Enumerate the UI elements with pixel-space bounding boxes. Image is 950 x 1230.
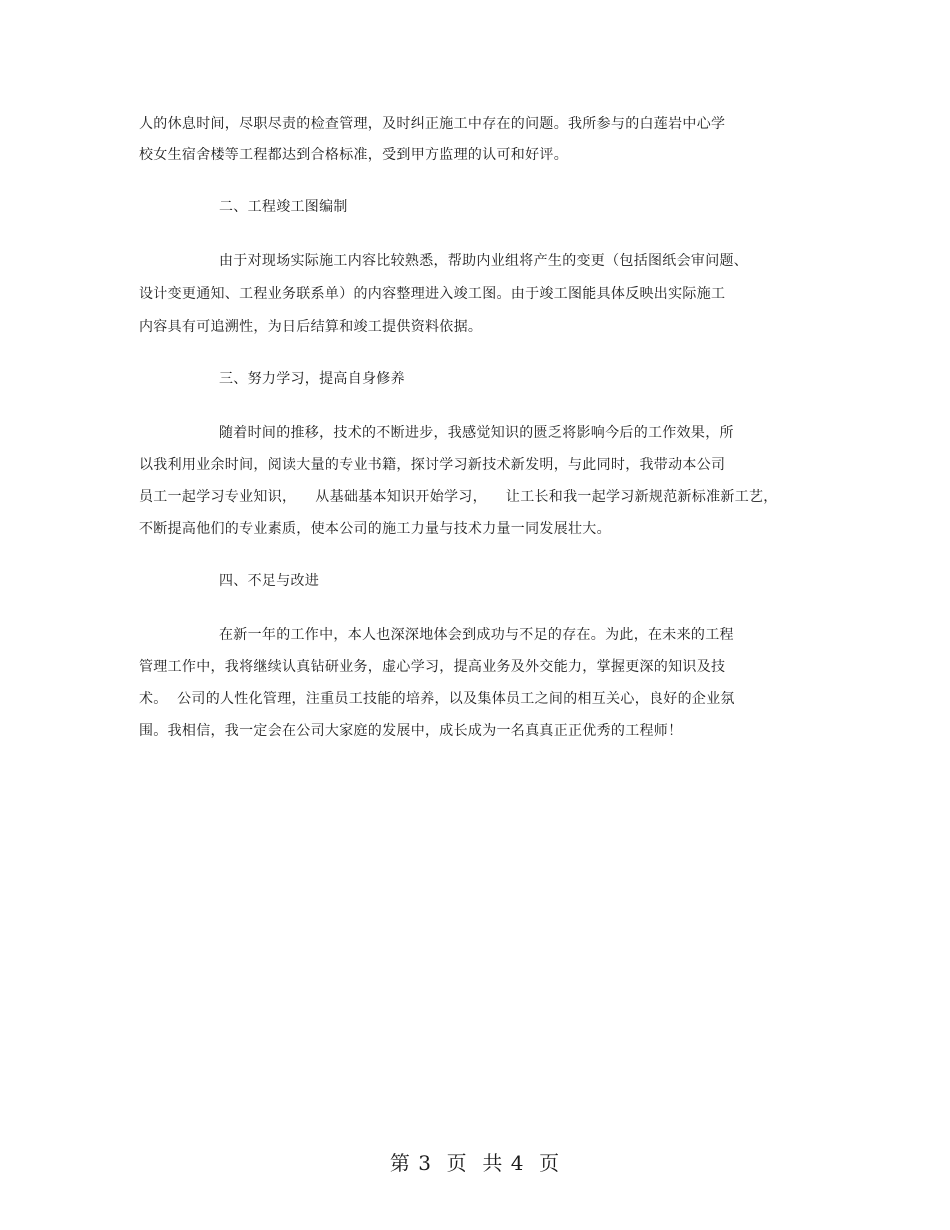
- paragraph-line: 管理工作中，我将继续认真钻研业务，虚心学习，提高业务及外交能力，掌握更深的知识及技: [139, 659, 726, 675]
- paragraph-line: 人的休息时间，尽职尽责的检查管理，及时纠正施工中存在的问题。我所参与的白莲岩中心学: [139, 116, 726, 132]
- page-number: 第 3 页 共 4 页: [389, 1151, 561, 1175]
- paragraph-line: 随着时间的推移，技术的不断进步，我感觉知识的匮乏将影响今后的工作效果，所: [219, 425, 734, 441]
- paragraph-line: 以我利用业余时间，阅读大量的专业书籍，探讨学习新技术新发明，与此同时，我带动本公司: [139, 457, 726, 473]
- paragraph-line: 设计变更通知、工程业务联系单）的内容整理进入竣工图。由于竣工图能具体反映出实际施工: [139, 286, 726, 302]
- paragraph-line: 员工一起学习专业知识， 从基础基本知识开始学习， 让工长和我一起学习新规范新标准新工艺，: [139, 489, 778, 505]
- paragraph-line: 围。我相信，我一定会在公司大家庭的发展中，成长成为一名真真正正优秀的工程师！: [139, 723, 683, 739]
- paragraph-line: 由于对现场实际施工内容比较熟悉，帮助内业组将产生的变更（包括图纸会审问题、: [219, 253, 749, 269]
- paragraph-line: 校女生宿舍楼等工程都达到合格标准，受到甲方监理的认可和好评。: [139, 147, 568, 163]
- paragraph-line: 在新一年的工作中，本人也深深地体会到成功与不足的存在。为此，在未来的工程: [219, 627, 734, 643]
- section-heading: 三、努力学习，提高自身修养: [219, 371, 405, 387]
- paragraph-line: 不断提高他们的专业素质，使本公司的施工力量与技术力量一同发展壮大。: [139, 521, 611, 537]
- section-heading: 二、工程竣工图编制: [219, 199, 348, 215]
- paragraph-line: 内容具有可追溯性，为日后结算和竣工提供资料依据。: [139, 319, 483, 335]
- section-heading: 四、不足与改进: [219, 573, 320, 589]
- paragraph-line: 术。 公司的人性化管理，注重员工技能的培养，以及集体员工之间的相互关心，良好的企业氛: [139, 691, 735, 707]
